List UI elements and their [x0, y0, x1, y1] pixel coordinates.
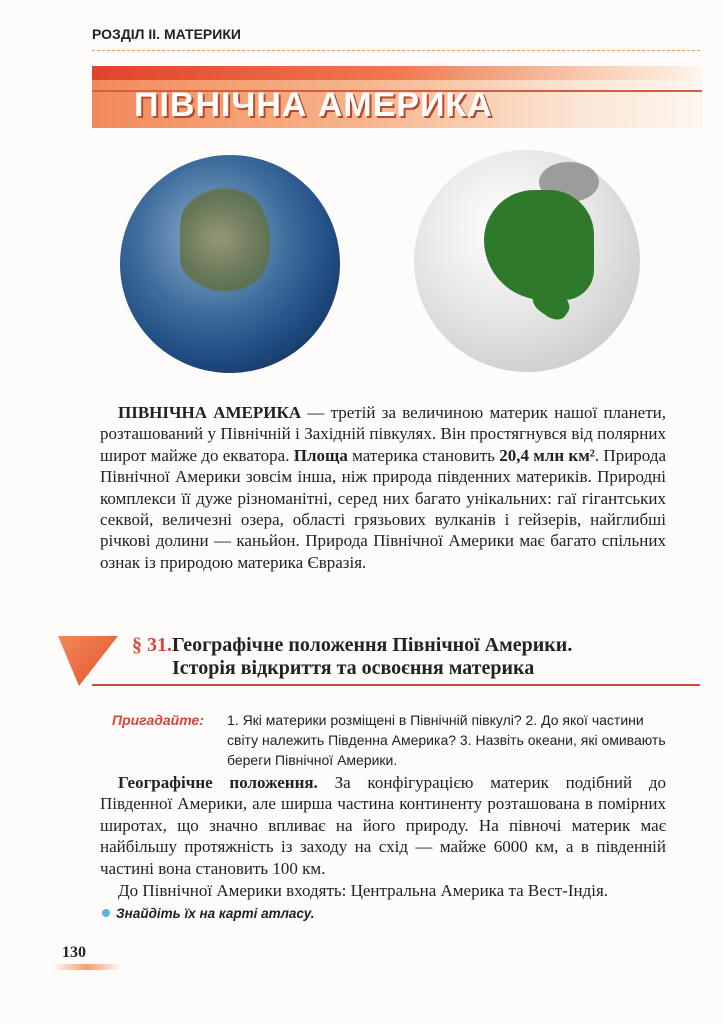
- north-america-globe-map: [414, 150, 640, 372]
- remember-block: [112, 710, 672, 770]
- section-divider: [92, 684, 700, 686]
- geo-term: Географічне положення.: [118, 773, 318, 792]
- chapter-title: ПІВНІЧНА АМЕРИКА: [134, 86, 493, 124]
- earth-photo: [120, 155, 340, 373]
- area-label: Площа: [293, 445, 348, 465]
- chapter-banner: [92, 66, 702, 128]
- geo-paragraph: [100, 772, 666, 879]
- includes-paragraph: До Північної Америки входять: Центральна Америка та Вест-Індія.: [118, 881, 609, 900]
- area-value: 20,4 млн км²: [499, 445, 595, 465]
- section-title-line: Історія відкриття та освоєння материка: [172, 657, 535, 679]
- intro-text: — третій за величиною материк нашої планети, розташований у Північній і Західній півкулях. Він простягнувся від полярних широт майже до екватора.: [100, 403, 666, 465]
- bullet-icon: [102, 909, 110, 917]
- header-divider: [92, 50, 700, 51]
- task-item: [116, 906, 314, 921]
- intro-text: . Природа Північної Америки зовсім інша, ніж природа південних материків. Природні комплекси її дуже різноманітні, серед них багато унікальних: гаї гігантських секвой, величезні озера, області грязьових вулканів і гейзерів, найглибші річкові долини — каньйон. Природа Північної Америки має багато спільних ознак із природою материка Євразія.: [100, 445, 667, 572]
- intro-text: материка становить: [347, 445, 500, 465]
- banner-stripe: [92, 66, 702, 80]
- remember-label: Пригадайте:: [112, 712, 204, 728]
- north-america-shape: [484, 190, 594, 300]
- intro-term: ПІВНІЧНА АМЕРИКА: [118, 403, 302, 422]
- task-text: Знайдіть їх на карті атласу.: [116, 906, 315, 921]
- section-header: РОЗДІЛ ІІ. МАТЕРИКИ: [92, 26, 241, 42]
- earth-landmass: [180, 185, 270, 295]
- section-title-line: Географічне положення Північної Америки.: [172, 634, 573, 656]
- intro-paragraph: [100, 402, 666, 573]
- remember-text: 1. Які материки розміщені в Північній півкулі? 2. До якої частини світу належить Південна Америка? 3. Назвіть океани, які омивають береги Північної Америки.: [227, 712, 666, 768]
- geo-text: За конфігурацією материк подібний до Південної Америки, але ширша частина континенту розташована в помірних широтах, що значно впливає на його природу. На півночі материк має найбільшу протяжність із заходу на схід — майже 6000 км, а в південній частині вона становить 100 км.: [100, 773, 666, 878]
- section-number: § 31.: [132, 634, 172, 656]
- page-ornament: [52, 964, 122, 970]
- page-number: 130: [62, 944, 86, 961]
- section-title: [172, 634, 572, 680]
- section-emblem-icon: [58, 636, 118, 686]
